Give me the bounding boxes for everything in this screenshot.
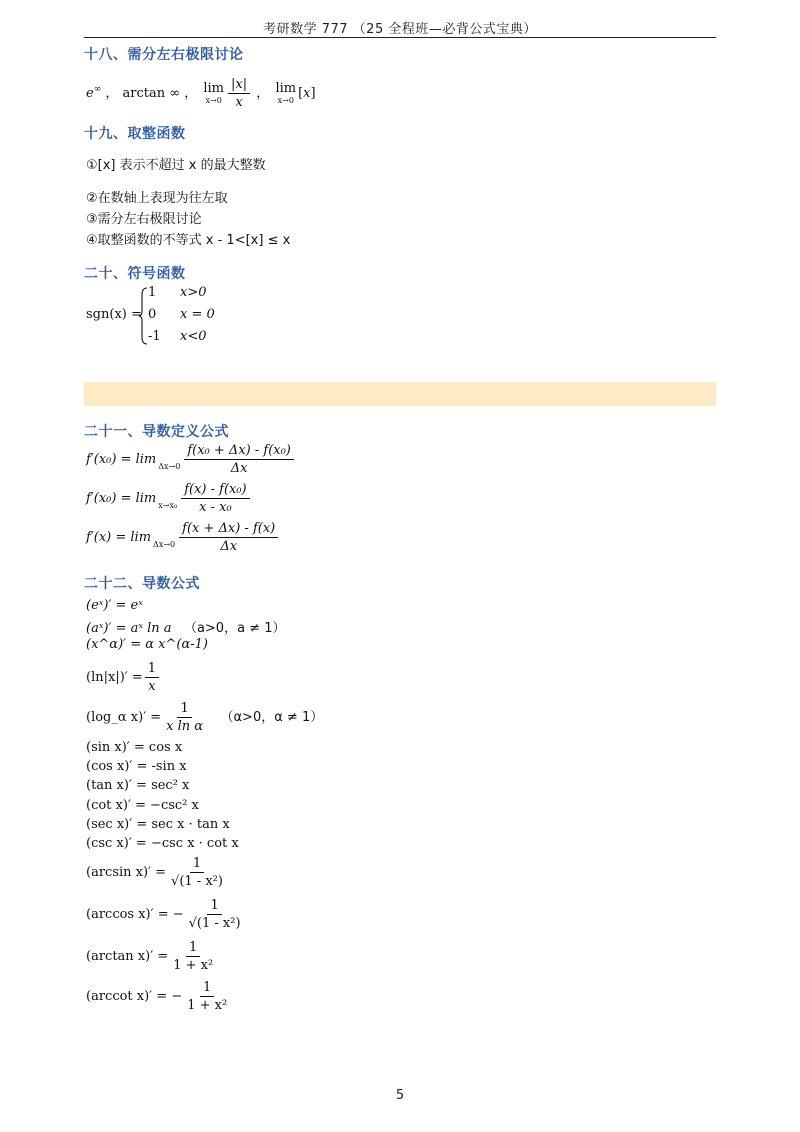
- page-number: 5: [395, 1088, 405, 1103]
- section-20-title: 二十、符号函数: [84, 266, 186, 282]
- sgn-case-negative: -1 x<0: [148, 329, 207, 344]
- floor-point-4: ④取整函数的不等式 x - 1<[x] ≤ x: [86, 233, 291, 248]
- deriv-log: (log_α x)′ = $\frac{1}{\text{x ln α}}$ （α>0，α ≠ 1）: [86, 701, 324, 734]
- derivative-definition-1: f′(x₀) = lim Δx→0 $\frac{\text{f(x₀ + Δx) - f(x₀)}}{\Delta x}$: [86, 442, 296, 477]
- section-18-title: 十八、需分左右极限讨论: [84, 47, 244, 63]
- floor-point-3: ③需分左右极限讨论: [86, 212, 202, 227]
- header-rule: [84, 37, 716, 38]
- deriv-arctan: (arctan x)′ = $\frac{1}{\text{1 + x²}}$: [86, 940, 214, 973]
- deriv-arccot: (arccot x)′ = − $\frac{1}{\text{1 + x²}}$: [86, 980, 228, 1013]
- section-22-title: 二十二、导数公式: [84, 576, 200, 592]
- section-21-title: 二十一、导数定义公式: [84, 424, 229, 440]
- deriv-csc: (csc x)′ = −csc x · cot x: [86, 836, 239, 851]
- exp-infinity: e∞: [86, 84, 102, 101]
- limit-operator: lim x→0: [203, 81, 225, 105]
- sign-function-definition: [86, 285, 286, 347]
- deriv-tan: (tan x)′ = sec² x: [86, 778, 190, 793]
- deriv-arccos: (arccos x)′ = − $\frac{1}{\text{√(1 - x²)}}$: [86, 898, 241, 931]
- deriv-arcsin: (arcsin x)′ = $\frac{1}{\text{√(1 - x²)}}$: [86, 856, 223, 889]
- floor-point-2: ②在数轴上表现为往左取: [86, 191, 228, 206]
- deriv-cot: (cot x)′ = −csc² x: [86, 798, 199, 813]
- floor-point-1: ①[x] 表示不超过 x 的最大整数: [86, 158, 266, 173]
- sgn-case-positive: 1 x>0: [148, 285, 207, 300]
- deriv-x-alpha: (x^α)′ = α x^(α-1): [86, 637, 208, 652]
- separator: ，: [184, 86, 198, 101]
- deriv-sec: (sec x)′ = sec x · tan x: [86, 817, 230, 832]
- section-18-formulas: [86, 76, 316, 111]
- derivative-definition-3: f′(x) = lim Δx→0 $\frac{f(x + \Delta x) - f(x)}{\Delta x}$: [86, 520, 280, 555]
- limit-operator: lim x→0: [275, 81, 297, 105]
- sgn-case-zero: 0 x = 0: [148, 307, 215, 322]
- deriv-exp: (eˣ)′ = eˣ: [86, 598, 143, 613]
- deriv-ln-abs: (ln|x|)′ = $\frac{1}{x}$: [86, 660, 161, 695]
- deriv-cos: (cos x)′ = -sin x: [86, 759, 187, 774]
- arctan-infinity: arctan ∞: [122, 86, 181, 101]
- chapter-title: [84, 382, 716, 406]
- abs-x-over-x: $\frac{|x|}{x}$: [228, 76, 250, 111]
- page-header: 考研数学 777 （25 全程班—必背公式宝典）: [263, 22, 537, 37]
- separator: ，: [105, 86, 119, 101]
- sgn-lhs: sgn(x) =: [86, 307, 142, 322]
- deriv-sin: (sin x)′ = cos x: [86, 740, 183, 755]
- section-19-title: 十九、取整函数: [84, 126, 186, 142]
- floor-x: [x]: [298, 86, 316, 101]
- derivative-definition-2: f′(x₀) = lim x→x₀ $\frac{\text{f(x) - f(x₀)}}{\text{x - x₀}}$: [86, 481, 252, 516]
- deriv-power-a: (aˣ)′ = aˣ ln a （a>0，a ≠ 1）: [86, 621, 286, 636]
- separator: ，: [256, 86, 270, 101]
- left-brace: [138, 287, 148, 345]
